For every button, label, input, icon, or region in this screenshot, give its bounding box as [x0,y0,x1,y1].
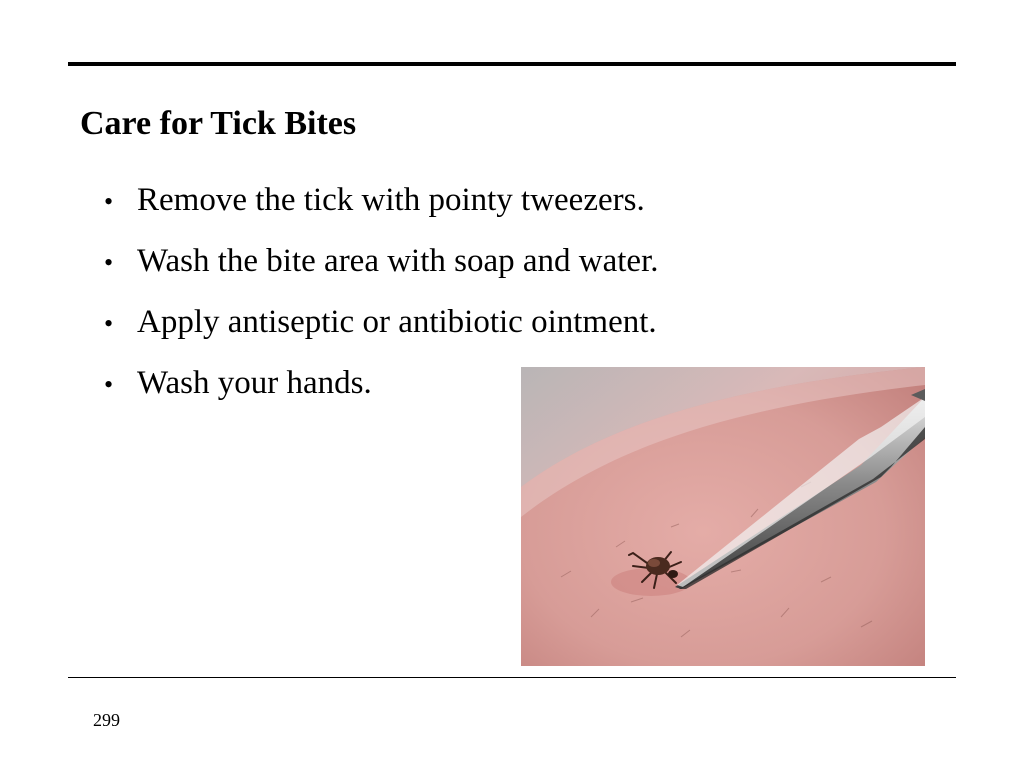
bullet-item [104,180,659,241]
slide-title: Care for Tick Bites [80,105,357,142]
bullet-icon: • [104,187,114,216]
page-number: 299 [93,710,120,730]
bullet-item [104,302,659,363]
bullet-text: Remove the tick with pointy tweezers. [137,182,645,218]
bullet-text: Wash the bite area with soap and water. [137,243,659,279]
bottom-divider [68,677,956,678]
tick-removal-photo [521,367,925,666]
bullet-text: Apply antiseptic or antibiotic ointment. [137,304,657,340]
bullet-icon: • [104,370,114,399]
bullet-item [104,241,659,302]
bullet-icon: • [104,309,114,338]
top-divider [68,62,956,66]
bullet-icon: • [104,248,114,277]
bullet-text: Wash your hands. [137,365,372,401]
